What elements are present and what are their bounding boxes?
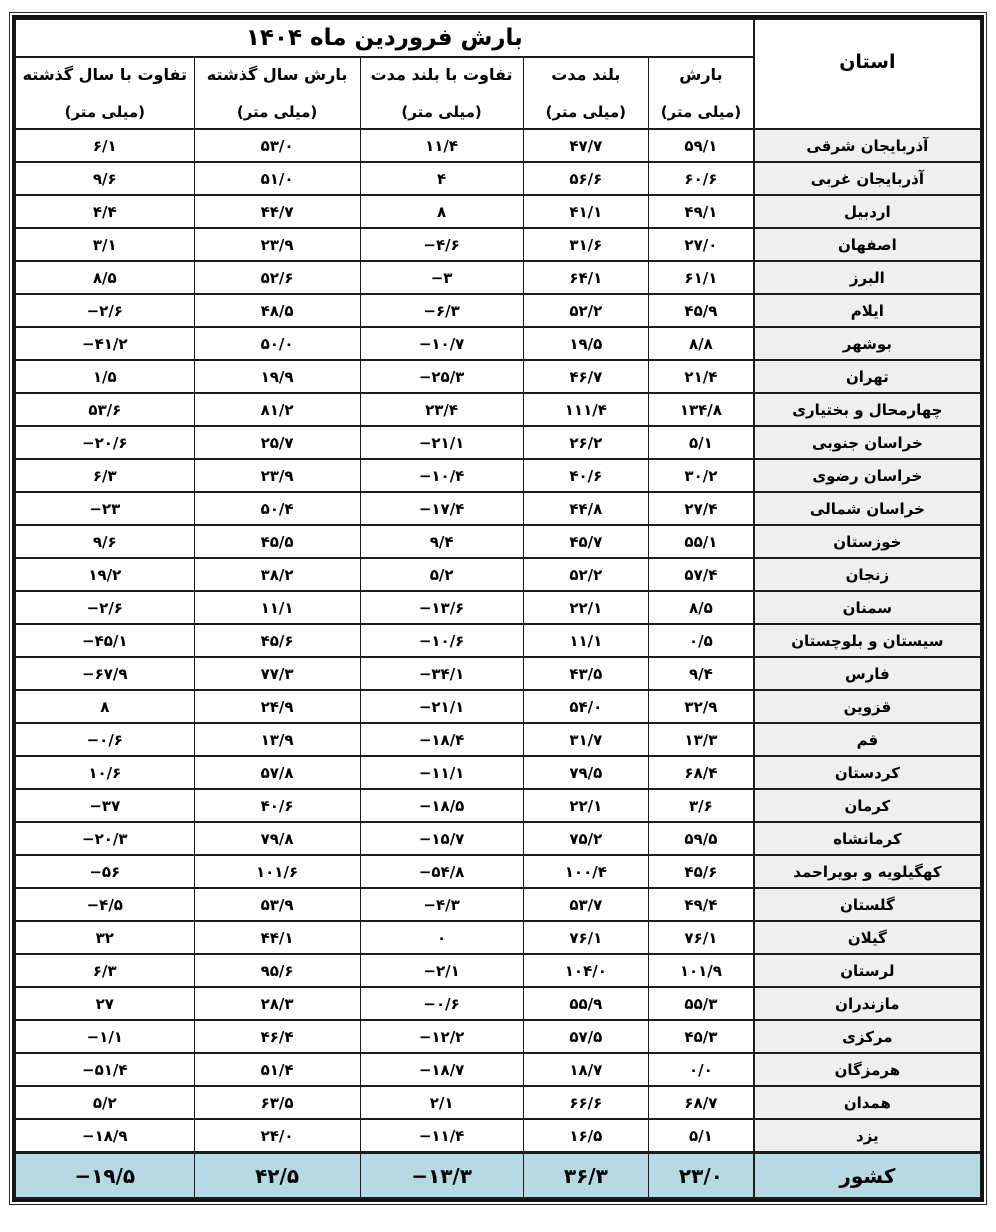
value-cell: ۴۵/۵ [194, 525, 360, 558]
value-cell: ۵۵/۹ [523, 987, 648, 1020]
column-header-lastyear [194, 57, 360, 129]
value-cell: ۵۰/۰ [194, 327, 360, 360]
value-cell: ۲۷/۰ [649, 228, 754, 261]
province-row [16, 888, 981, 921]
value-cell: −۲۰/۳ [16, 822, 195, 855]
value-cell: −۱۰/۴ [360, 459, 523, 492]
province-row [16, 1020, 981, 1053]
province-row [16, 459, 981, 492]
value-cell: −۵۶ [16, 855, 195, 888]
value-cell: ۲۱/۴ [649, 360, 754, 393]
value-cell: −۲/۶ [16, 591, 195, 624]
province-name: خراسان جنوبی [754, 426, 981, 459]
value-cell: −۳۷ [16, 789, 195, 822]
value-cell: ۱۱/۱ [523, 624, 648, 657]
value-cell: −۲۳ [16, 492, 195, 525]
column-unit: (میلی متر) [660, 102, 742, 121]
value-cell: ۶۱/۱ [649, 261, 754, 294]
value-cell: ۷۹/۵ [523, 756, 648, 789]
value-cell: −۰/۶ [360, 987, 523, 1020]
value-cell: −۱۰/۶ [360, 624, 523, 657]
value-cell: −۲/۶ [16, 294, 195, 327]
province-name: مازندران [754, 987, 981, 1020]
value-cell: ۹/۴ [360, 525, 523, 558]
value-cell: ۶۶/۶ [523, 1086, 648, 1119]
province-row [16, 855, 981, 888]
value-cell: ۹/۴ [649, 657, 754, 690]
province-row [16, 492, 981, 525]
value-cell: ۳۲ [16, 921, 195, 954]
value-cell: ۳۸/۲ [194, 558, 360, 591]
province-row [16, 1086, 981, 1119]
value-cell: −۶/۳ [360, 294, 523, 327]
value-cell: ۴۵/۳ [649, 1020, 754, 1053]
value-cell: ۱۳/۳ [649, 723, 754, 756]
value-cell: −۴/۶ [360, 228, 523, 261]
value-cell: ۳/۶ [649, 789, 754, 822]
column-label: تفاوت با سال گذشته [22, 64, 187, 84]
province-row [16, 195, 981, 228]
value-cell: −۳۴/۱ [360, 657, 523, 690]
province-name: قزوین [754, 690, 981, 723]
province-name: کرمانشاه [754, 822, 981, 855]
value-cell: ۸۱/۲ [194, 393, 360, 426]
province-name: چهارمحال و بختیاری [754, 393, 981, 426]
value-cell: ۲۲/۱ [523, 789, 648, 822]
value-cell: ۴۴/۷ [194, 195, 360, 228]
column-unit: (میلی متر) [236, 102, 318, 121]
country-value-cell: −۱۹/۵ [16, 1153, 195, 1199]
value-cell: ۵۶/۶ [523, 162, 648, 195]
province-name: هرمزگان [754, 1053, 981, 1086]
value-cell: ۲۴/۹ [194, 690, 360, 723]
value-cell: ۱۱۱/۴ [523, 393, 648, 426]
value-cell: ۶۴/۱ [523, 261, 648, 294]
table-title: بارش فروردین ماه ۱۴۰۴ [16, 19, 754, 57]
province-name: مرکزی [754, 1020, 981, 1053]
value-cell: ۱۹/۲ [16, 558, 195, 591]
value-cell: ۴۵/۹ [649, 294, 754, 327]
value-cell: ۵۳/۶ [16, 393, 195, 426]
value-cell: ۴۸/۵ [194, 294, 360, 327]
value-cell: ۲۳/۹ [194, 228, 360, 261]
value-cell: ۵۹/۱ [649, 129, 754, 162]
province-row [16, 393, 981, 426]
province-row [16, 1119, 981, 1153]
value-cell: −۴/۳ [360, 888, 523, 921]
province-name: سمنان [754, 591, 981, 624]
country-summary-row [16, 1153, 981, 1199]
value-cell: ۱۰۰/۴ [523, 855, 648, 888]
value-cell: −۴۵/۱ [16, 624, 195, 657]
province-row [16, 591, 981, 624]
province-name: لرستان [754, 954, 981, 987]
value-cell: ۸/۸ [649, 327, 754, 360]
column-header-rainfall [649, 57, 754, 129]
value-cell: ۵۴/۰ [523, 690, 648, 723]
province-row [16, 129, 981, 162]
value-cell: ۵۳/۹ [194, 888, 360, 921]
value-cell: ۴۶/۴ [194, 1020, 360, 1053]
value-cell: ۶/۳ [16, 459, 195, 492]
value-cell: ۲/۱ [360, 1086, 523, 1119]
value-cell: ۰/۵ [649, 624, 754, 657]
value-cell: ۱۶/۵ [523, 1119, 648, 1153]
value-cell: ۵۰/۴ [194, 492, 360, 525]
province-name: ایلام [754, 294, 981, 327]
value-cell: ۶/۳ [16, 954, 195, 987]
value-cell: ۷۷/۳ [194, 657, 360, 690]
value-cell: −۱۵/۷ [360, 822, 523, 855]
value-cell: −۰/۶ [16, 723, 195, 756]
value-cell: ۴۵/۶ [194, 624, 360, 657]
value-cell: ۴۴/۸ [523, 492, 648, 525]
value-cell: −۱۷/۴ [360, 492, 523, 525]
country-value-cell: −۱۳/۳ [360, 1153, 523, 1199]
value-cell: −۲/۱ [360, 954, 523, 987]
value-cell: ۱۰/۶ [16, 756, 195, 789]
province-name: کرمان [754, 789, 981, 822]
value-cell: ۹۵/۶ [194, 954, 360, 987]
value-cell: −۱۱/۱ [360, 756, 523, 789]
province-header-label: استان [839, 51, 896, 73]
province-name: همدان [754, 1086, 981, 1119]
value-cell: ۲۷ [16, 987, 195, 1020]
value-cell: ۶۸/۴ [649, 756, 754, 789]
province-row [16, 327, 981, 360]
value-cell: ۵۳/۰ [194, 129, 360, 162]
province-name: اصفهان [754, 228, 981, 261]
value-cell: ۷۹/۸ [194, 822, 360, 855]
column-label: تفاوت با بلند مدت [370, 64, 513, 84]
province-name: یزد [754, 1119, 981, 1153]
value-cell: −۵۱/۴ [16, 1053, 195, 1086]
value-cell: −۱۳/۶ [360, 591, 523, 624]
value-cell: ۱۱/۱ [194, 591, 360, 624]
value-cell: ۵/۱ [649, 426, 754, 459]
value-cell: ۴۵/۶ [649, 855, 754, 888]
value-cell: ۹/۶ [16, 525, 195, 558]
value-cell: ۵۵/۳ [649, 987, 754, 1020]
value-cell: ۴۰/۶ [523, 459, 648, 492]
province-row [16, 1053, 981, 1086]
province-row [16, 921, 981, 954]
value-cell: ۰/۰ [649, 1053, 754, 1086]
value-cell: ۱۰۱/۶ [194, 855, 360, 888]
value-cell: ۱/۵ [16, 360, 195, 393]
value-cell: ۴۹/۱ [649, 195, 754, 228]
province-row [16, 294, 981, 327]
value-cell: ۵۷/۵ [523, 1020, 648, 1053]
column-header-province [754, 19, 981, 129]
province-name: بوشهر [754, 327, 981, 360]
value-cell: −۱۸/۵ [360, 789, 523, 822]
country-label: کشور [754, 1153, 981, 1199]
value-cell: ۲۷/۴ [649, 492, 754, 525]
value-cell: ۴۰/۶ [194, 789, 360, 822]
value-cell: ۷۵/۲ [523, 822, 648, 855]
value-cell: ۲۶/۲ [523, 426, 648, 459]
table-inner-frame [12, 15, 984, 1202]
value-cell: ۸ [16, 690, 195, 723]
value-cell: ۲۳/۹ [194, 459, 360, 492]
province-row [16, 624, 981, 657]
value-cell: −۲۰/۶ [16, 426, 195, 459]
province-row [16, 822, 981, 855]
value-cell: ۵۷/۴ [649, 558, 754, 591]
province-row [16, 162, 981, 195]
value-cell: ۶۳/۵ [194, 1086, 360, 1119]
column-header-diff-longterm [360, 57, 523, 129]
value-cell: ۲۴/۰ [194, 1119, 360, 1153]
value-cell: −۴۱/۲ [16, 327, 195, 360]
value-cell: ۸/۵ [649, 591, 754, 624]
value-cell: −۲۱/۱ [360, 426, 523, 459]
province-name: قم [754, 723, 981, 756]
value-cell: ۲۲/۱ [523, 591, 648, 624]
value-cell: ۳۰/۲ [649, 459, 754, 492]
value-cell: ۵/۲ [360, 558, 523, 591]
value-cell: ۶/۱ [16, 129, 195, 162]
province-name: البرز [754, 261, 981, 294]
province-name: اردبیل [754, 195, 981, 228]
value-cell: −۱۸/۷ [360, 1053, 523, 1086]
province-row [16, 789, 981, 822]
value-cell: −۱۰/۷ [360, 327, 523, 360]
column-unit: (میلی متر) [545, 102, 627, 121]
value-cell: ۷۶/۱ [649, 921, 754, 954]
province-name: سیستان و بلوچستان [754, 624, 981, 657]
province-row [16, 360, 981, 393]
value-cell: ۴۶/۷ [523, 360, 648, 393]
value-cell: ۳/۱ [16, 228, 195, 261]
province-name: خراسان رضوی [754, 459, 981, 492]
value-cell: ۵۳/۷ [523, 888, 648, 921]
value-cell: ۵۲/۲ [523, 294, 648, 327]
column-unit: (میلی متر) [401, 102, 482, 121]
value-cell: ۴۹/۴ [649, 888, 754, 921]
value-cell: −۶۷/۹ [16, 657, 195, 690]
value-cell: ۵۵/۱ [649, 525, 754, 558]
province-row [16, 954, 981, 987]
value-cell: ۷۶/۱ [523, 921, 648, 954]
province-name: آذربایجان غربی [754, 162, 981, 195]
province-row [16, 228, 981, 261]
province-row [16, 756, 981, 789]
column-header-longterm [523, 57, 648, 129]
country-value-cell: ۲۳/۰ [649, 1153, 754, 1199]
value-cell: −۴/۵ [16, 888, 195, 921]
value-cell: ۶۰/۶ [649, 162, 754, 195]
value-cell: ۴ [360, 162, 523, 195]
title-row [16, 19, 981, 57]
value-cell: ۳۲/۹ [649, 690, 754, 723]
value-cell: ۵۲/۲ [523, 558, 648, 591]
value-cell: −۳ [360, 261, 523, 294]
value-cell: ۶۸/۷ [649, 1086, 754, 1119]
value-cell: −۱/۱ [16, 1020, 195, 1053]
value-cell: ۲۵/۷ [194, 426, 360, 459]
column-label: بارش [679, 64, 723, 84]
value-cell: ۱۳۴/۸ [649, 393, 754, 426]
province-name: تهران [754, 360, 981, 393]
value-cell: ۱۹/۹ [194, 360, 360, 393]
value-cell: ۴۳/۵ [523, 657, 648, 690]
province-name: خراسان شمالی [754, 492, 981, 525]
country-value-cell: ۴۲/۵ [194, 1153, 360, 1199]
rainfall-table [15, 18, 981, 1199]
value-cell: ۰ [360, 921, 523, 954]
value-cell: ۴/۴ [16, 195, 195, 228]
value-cell: ۸/۵ [16, 261, 195, 294]
value-cell: ۱۸/۷ [523, 1053, 648, 1086]
province-row [16, 525, 981, 558]
province-name: زنجان [754, 558, 981, 591]
value-cell: ۴۷/۷ [523, 129, 648, 162]
value-cell: ۴۵/۷ [523, 525, 648, 558]
province-row [16, 261, 981, 294]
value-cell: −۲۱/۱ [360, 690, 523, 723]
table-outer-frame [9, 12, 987, 1205]
value-cell: −۵۴/۸ [360, 855, 523, 888]
value-cell: ۵۱/۴ [194, 1053, 360, 1086]
province-row [16, 426, 981, 459]
province-row [16, 690, 981, 723]
value-cell: ۴۱/۱ [523, 195, 648, 228]
country-value-cell: ۳۶/۳ [523, 1153, 648, 1199]
province-name: کردستان [754, 756, 981, 789]
province-name: خوزستان [754, 525, 981, 558]
value-cell: ۴۴/۱ [194, 921, 360, 954]
value-cell: ۱۱/۴ [360, 129, 523, 162]
value-cell: ۳۱/۶ [523, 228, 648, 261]
value-cell: −۱۱/۴ [360, 1119, 523, 1153]
province-row [16, 558, 981, 591]
value-cell: ۱۳/۹ [194, 723, 360, 756]
value-cell: ۹/۶ [16, 162, 195, 195]
value-cell: ۵۲/۶ [194, 261, 360, 294]
value-cell: −۱۸/۴ [360, 723, 523, 756]
province-row [16, 723, 981, 756]
value-cell: ۱۰۱/۹ [649, 954, 754, 987]
province-row [16, 987, 981, 1020]
province-name: کهگیلویه و بویراحمد [754, 855, 981, 888]
province-name: گلستان [754, 888, 981, 921]
value-cell: −۱۸/۹ [16, 1119, 195, 1153]
value-cell: ۲۸/۳ [194, 987, 360, 1020]
column-label: بارش سال گذشته [206, 64, 348, 84]
province-name: گیلان [754, 921, 981, 954]
value-cell: ۳۱/۷ [523, 723, 648, 756]
value-cell: ۱۹/۵ [523, 327, 648, 360]
column-unit: (میلی متر) [64, 102, 145, 121]
value-cell: ۵/۲ [16, 1086, 195, 1119]
value-cell: ۵۱/۰ [194, 162, 360, 195]
value-cell: ۸ [360, 195, 523, 228]
value-cell: ۵۹/۵ [649, 822, 754, 855]
value-cell: ۱۰۴/۰ [523, 954, 648, 987]
value-cell: ۲۳/۴ [360, 393, 523, 426]
value-cell: ۵/۱ [649, 1119, 754, 1153]
value-cell: −۲۵/۳ [360, 360, 523, 393]
column-label: بلند مدت [551, 64, 621, 84]
province-name: فارس [754, 657, 981, 690]
province-name: آذربایجان شرقی [754, 129, 981, 162]
value-cell: ۵۷/۸ [194, 756, 360, 789]
value-cell: −۱۲/۲ [360, 1020, 523, 1053]
column-header-diff-lastyear [16, 57, 195, 129]
province-row [16, 657, 981, 690]
